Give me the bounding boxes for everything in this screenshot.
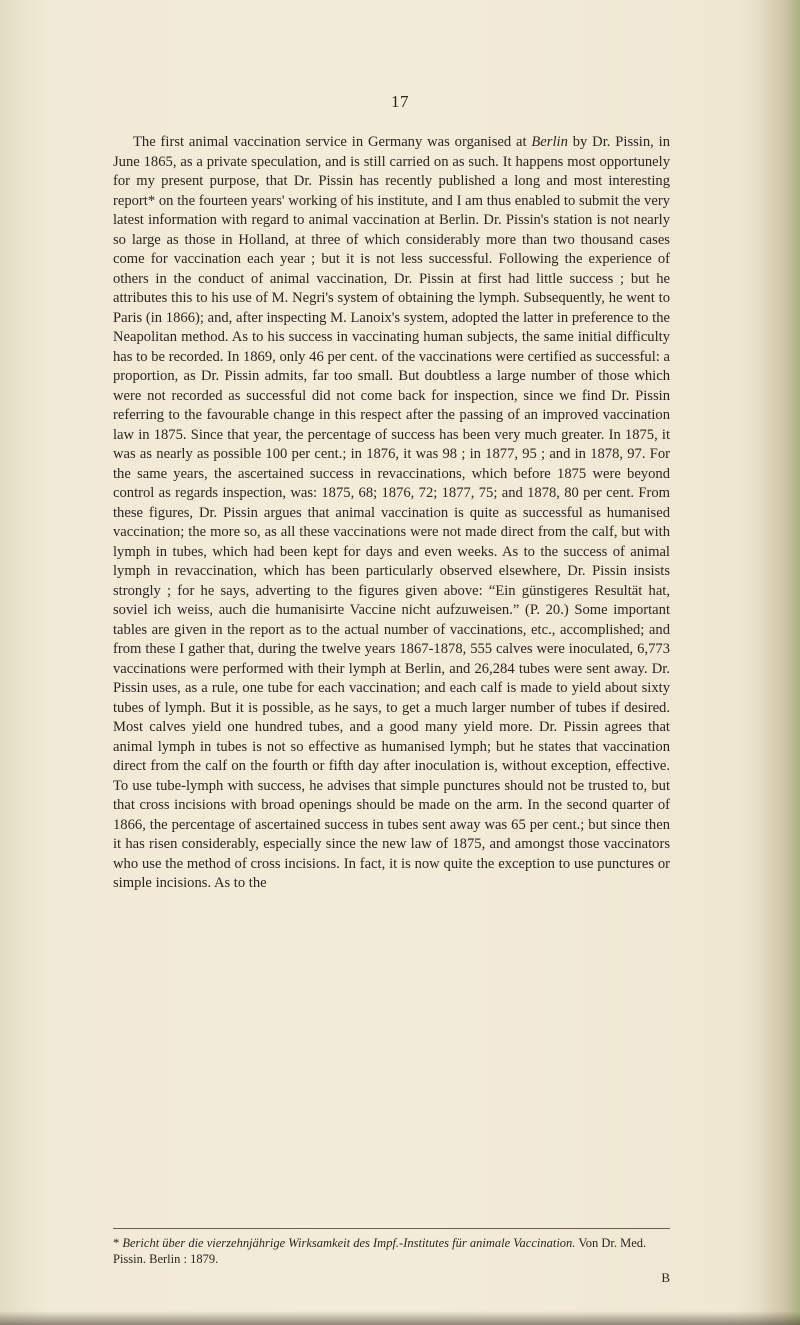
footnote-rule bbox=[113, 1228, 670, 1229]
signature-mark: B bbox=[661, 1270, 670, 1285]
paragraph bbox=[113, 133, 670, 894]
main-paragraph bbox=[113, 133, 670, 894]
text-segment: The first animal vaccination service in Germany was organised at bbox=[133, 134, 532, 150]
footnote bbox=[113, 1235, 670, 1267]
place-name: Berlin bbox=[531, 134, 568, 150]
page-number: 17 bbox=[391, 92, 409, 111]
page-edge-shadow bbox=[758, 0, 800, 1325]
page-bottom-shadow bbox=[0, 1311, 800, 1325]
text-segment: by Dr. Pissin, in June 1865, as a private speculation, and is still carried on as such. It happens most opportunely for my present purpose, that Dr. Pissin has recently published a long and most interesting report* on the fourteen years' working of his institute, and I am thus enabled to submit the very latest information with regard to animal vaccination at Berlin. Dr. Pissin's station is not nearly so large as those in Holland, at three of which considerably more than two thousand cases come for vaccination each year ; but it is not less successful. Following the experience of others in the conduct of animal vaccination, Dr. Pissin at first had little success ; but he attributes this to his use of M. Negri's system of obtaining the lymph. Subsequently, he went to Paris (in 1866); and, after inspecting M. Lanoix's system, adopted the latter in preference to the Neapolitan method. As to his success in vaccinating human subjects, the same initial difficulty has to be recorded. In 1869, only 46 per cent. of the vaccinations were certified as successful: a proportion, as Dr. Pissin admits, far too small. But doubtless a large number of those which were not recorded as successful did not come back for inspection, since we find Dr. Pissin referring to the favourable change in this respect after the passing of an improved vaccination law in 1875. Since that year, the percentage of success has been very much greater. In 1875, it was as nearly as possible 100 per cent.; in 1876, it was 98 ; in 1877, 95 ; and in 1878, 97. For the same years, the ascertained success in revaccinations, which before 1875 were beyond control as regards inspection, was: 1875, 68; 1876, 72; 1877, 75; and 1878, 80 per cent. From these figures, Dr. Pissin argues that animal vaccination is quite as successful as humanised vaccination; the more so, as all these vaccinations were not made direct from the calf, but with lymph in tubes, which had been kept for days and even weeks. As to the success of animal lymph in revaccination, which has been particularly observed elsewhere, Dr. Pissin insists strongly ; for he says, adverting to the figures given above: “Ein günstigeres Resultät hat, soviel ich weiss, auch die humanisirte Vaccine nicht aufzuweisen.” (P. 20.) Some important tables are given in the report as to the actual number of vaccinations, etc., accomplished; and from these I gather that, during the twelve years 1867-1878, 555 calves were inoculated, 6,773 vaccinations were performed with their lymph at Berlin, and 26,284 tubes were sent away. Dr. Pissin uses, as a rule, one tube for each vaccination; and each calf is made to yield about sixty tubes of lymph. But it is possible, as he says, to get a much larger number of tubes if desired. Most calves yield one hundred tubes, and a good many yield more. Dr. Pissin agrees that animal lymph in tubes is not so effective as humanised lymph; but he states that vaccination direct from the calf on the fourth or fifth day after inoculation is, without exception, effective. To use tube-lymph with success, he advises that simple punctures should not be trusted to, but that cross incisions with broad openings should be made on the arm. In the second quarter of 1866, the percentage of ascertained success in tubes sent away was 65 per cent.; but since then it has risen considerably, especially since the new law of 1875, and amongst those vaccinators who use the method of cross incisions. In fact, it is now quite the exception to use punctures or simple incisions. As to the bbox=[113, 134, 671, 891]
footnote-citation: Von Dr. Med. Pissin. Berlin : 1879. bbox=[113, 1236, 647, 1266]
footnote-title: Bericht über die vierzehnjährige Wirksamkeit des Impf.-Institutes für animale Vaccination. bbox=[122, 1236, 576, 1250]
footnote-marker: * bbox=[113, 1236, 123, 1250]
